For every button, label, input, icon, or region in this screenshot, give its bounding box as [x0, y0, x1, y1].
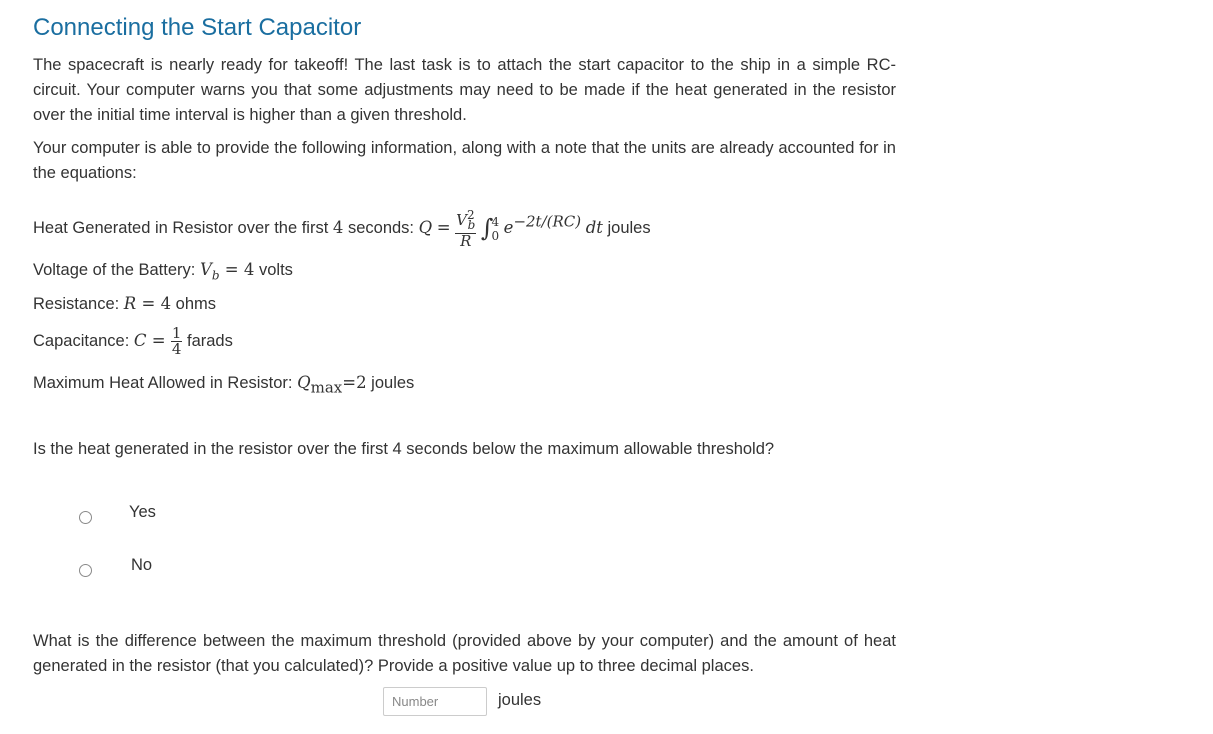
- info-paragraph: Your computer is able to provide the following information, along with a note that the units are already accounted for in the equations:: [33, 139, 896, 182]
- capacitance-var: C: [133, 330, 147, 350]
- heat-unit: joules: [602, 218, 651, 237]
- resistance-var: R: [123, 294, 137, 313]
- resistance-eq: =: [136, 294, 161, 313]
- capacitance-unit: farads: [182, 331, 233, 350]
- resistance-line: [33, 294, 216, 314]
- max-heat-line: [33, 373, 414, 396]
- heat-generated-line: [33, 208, 651, 249]
- capacitance-label: Capacitance:: [33, 331, 134, 350]
- heat-q-symbol: Q: [418, 217, 433, 237]
- heat-seconds-value: 4: [332, 217, 344, 237]
- frac-num-sub: b: [467, 218, 476, 232]
- heat-label: Heat Generated in Resistor over the first: [33, 218, 333, 237]
- voltage-eq: =: [219, 260, 244, 279]
- frac-den: R: [460, 232, 472, 250]
- integral-lower: 0: [491, 228, 500, 243]
- maxheat-value: 2: [356, 373, 367, 392]
- heat-seconds-text: seconds:: [343, 218, 419, 237]
- voltage-sub: b: [211, 268, 220, 283]
- resistance-value: 4: [160, 294, 172, 313]
- option-no-label[interactable]: No: [131, 556, 153, 574]
- integral-symbol: ∫: [480, 213, 494, 242]
- voltage-unit: volts: [254, 261, 293, 279]
- voltage-var: V: [199, 260, 212, 279]
- heat-fraction: [455, 208, 476, 249]
- dt-symbol: dt: [585, 217, 603, 237]
- voltage-value: 4: [243, 260, 255, 279]
- page-title: Connecting the Start Capacitor: [33, 14, 362, 41]
- maxheat-eq: =: [342, 373, 357, 392]
- answer-number-input[interactable]: [383, 687, 487, 716]
- question-difference: What is the difference between the maximum threshold (provided above by your computer) and the amount of heat generated in the resistor (that you calculated)? Provide a positive value up to three decimal places.: [33, 632, 896, 675]
- integral-upper: 4: [491, 214, 500, 229]
- exp-base: e: [503, 217, 514, 237]
- maxheat-sub: max: [310, 378, 343, 397]
- frac-num-v: V: [456, 211, 467, 229]
- capacitance-eq: =: [146, 330, 171, 350]
- maxheat-var: Q: [297, 373, 311, 392]
- capacitance-den: 4: [171, 340, 182, 358]
- answer-unit: joules: [498, 691, 542, 709]
- capacitance-num: 1: [171, 324, 182, 342]
- resistance-label: Resistance:: [33, 295, 124, 313]
- intro-paragraph: The spacecraft is nearly ready for takeoff! The last task is to attach the start capacitor to the ship in a simple RC-circuit. Your computer warns you that some adjustments may need to be made if the heat generated in the resistor over the initial time interval is higher than a given threshold.: [33, 56, 896, 124]
- resistance-unit: ohms: [171, 295, 216, 313]
- heat-equals: =: [436, 217, 451, 237]
- maxheat-label: Maximum Heat Allowed in Resistor:: [33, 374, 298, 392]
- question-threshold: Is the heat generated in the resistor over the first 4 seconds below the maximum allowable threshold?: [33, 440, 775, 458]
- maxheat-unit: joules: [366, 374, 415, 392]
- radio-yes[interactable]: [79, 511, 92, 524]
- capacitance-line: [33, 326, 233, 357]
- option-yes-label[interactable]: Yes: [129, 503, 156, 521]
- voltage-line: [33, 260, 293, 282]
- exponent: −2t/(RC): [513, 212, 582, 231]
- voltage-label: Voltage of the Battery:: [33, 261, 200, 279]
- capacitance-fraction: [171, 326, 183, 357]
- frac-num-sup: 2: [467, 208, 475, 222]
- radio-no[interactable]: [79, 564, 92, 577]
